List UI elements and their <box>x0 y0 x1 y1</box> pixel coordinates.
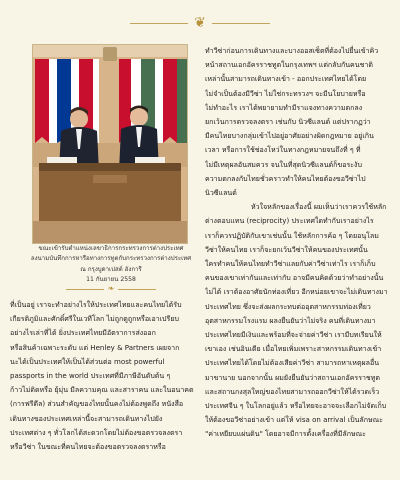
meeting-photo <box>32 44 188 244</box>
caption-ornament <box>56 285 166 293</box>
text-line: เดินทางของประเทศเหล่านี้จะสามารถเดินทางไปยัง <box>10 413 163 423</box>
text-line: ทำวีซ่าก่อนการเดินทางและบางออสเซ็ตที่ต้องไปยื่นเข้าคิว <box>205 46 379 55</box>
ornament-line-left <box>66 289 104 290</box>
text-line: ประเทศจีน ๆ ในโลกอยู่แล้ว หรือไทยจะอาจจะเลือกไม่จัดเก็บ <box>205 401 387 411</box>
left-text-column <box>10 298 198 454</box>
text-line: อย่างไรเล่าที่ได้ ยิ่งประเทศไทยมีอัตราการส่งออก <box>10 328 156 338</box>
text-line: ประเทศไทยได้โดยไม่ต้องเสียค่าวีซ่า สามารถหาเหตุผลอื่น <box>205 358 380 368</box>
text-line: หน้าสถานเอกอัครราชทูตในกรุงเทพฯ แต่กลับกันคนชาติ <box>205 60 373 70</box>
ornament-line-right <box>118 289 156 290</box>
text-line: "ค่าเหยียบแผ่นดิน" โดยอาจมีการตั้งเครื่องที่มีลักษณะ <box>205 429 366 439</box>
text-line: ต่างตอบแทน (reciprocity) ประเทศใดทำกับเราอย่างไร <box>205 216 374 226</box>
text-line: ความตกลงกับไทยชั่วคราวทำให้คนไทยต้องขอวีซ่าไป <box>205 173 366 183</box>
text-line: คนของเขาเท่ากันและเท่ากับ อาจมีคนคิดด้วยว่าทำอย่างนั้น <box>205 273 384 283</box>
text-line: ยกเว้นการตรวจลงตรา เช่นกับ นิวซีแลนด์ แต่ปรากฏว่า <box>205 117 371 127</box>
text-line: ไม่มีเหตุผลอันสมควร จนในที่สุดนิวซีแลนด์ก็ขอระงับ <box>205 159 362 169</box>
caption-line: ขณะเข้ารับตำแหน่งเลขาธิการกระทรวงการต่างประเทศ <box>38 245 184 252</box>
text-line: ที่เป็นอยู่ เราจะทำอย่างไรให้ประเทศไทยและคนไทยได้รับ <box>10 300 182 309</box>
text-line: ไม่ทำอะไร เราได้พยายามทำมีราแจงทางความตกลง <box>205 102 363 112</box>
text-line: เขาเอง เช่นอินเดีย เมื่อไทยเพิ่มเพราะสาหกรรมเดินทางเข้า <box>205 344 382 354</box>
ornament-flourish-icon: ❦ <box>194 15 206 31</box>
text-line: ใครทำคนให้คนไทยทำวีซ่าแลยกับค่าวีซ่าเท่าไร เราก็เก็บ <box>205 259 376 269</box>
ornament-flourish-icon: ❧ <box>107 284 115 293</box>
text-line: ประเทศไทย ซึ่งจะส่งผลกระทบต่ออุตสาหกรรมท่องเที่ยว <box>205 301 371 311</box>
text-line: เหล่านั้นสามารถเดินทางเข้า - ออกประเทศไทยได้โดย <box>205 74 367 84</box>
right-text-column <box>205 44 393 442</box>
caption-line: ณ กรุงบูดาเปสต์ ฮังการี <box>80 265 142 273</box>
text-line: หัวใจหลักของเรื่องนี้ ผมเห็นว่าเราควรใช้หลัก <box>251 202 387 212</box>
top-ornament <box>0 12 400 34</box>
text-line: ไม่จำเป็นต้องมีวีซ่า ไม่ใช่กระทรวงฯ จะมีนโยบายหรือ <box>205 88 366 98</box>
ornament-line-left <box>130 23 188 24</box>
text-line: อุตสาหกรรมโรงแรม ผลงยืนยันว่าไม่จริง คนที่เดินทางมา <box>205 315 376 325</box>
text-line: ประเทศต่าง ๆ ทั่วโลกได้สะดวกโดยไม่ต้องขอตรวจลงตรา <box>10 427 183 437</box>
text-line: ไม่ได้ เราต้องอาศัยนักท่องเที่ยว อีกหน่อยเขาจะไม่เดินทางมา <box>205 287 388 297</box>
text-line: หรือวีซ่า ในขณะที่คนไทยจะต้องขอตรวจลงตราหรือ <box>10 442 166 452</box>
text-line: เวลา หรือการใช้ช่องโหว่ในทางกฎหมายจนถึงที่ ๆ ที่ <box>205 145 361 155</box>
text-line: ประเทศไทยมีเงินและพร้อมที่จะจ่ายค่าวีซ่า เรามีบทเรียนให้ <box>205 330 382 340</box>
text-line: เกียรติภูมิและศักดิ์ศรีในเวทีโลก ไม่ถูกดูถูกหรือเอาเปรียบ <box>10 314 179 324</box>
text-line: มีคนไทยบางกลุ่มเข้าไปอยู่อาศัยอย่างผิดกฎหมาย อยู่เกิน <box>205 131 374 141</box>
meeting-photo-illustration <box>33 45 187 243</box>
photo-caption <box>28 244 194 286</box>
text-line: หรือสินค้าเฉพาะระดับ แต่ Henley & Partners เผยจาก <box>10 342 180 352</box>
text-line: นิวซีแลนด์ <box>205 188 237 198</box>
text-line: วีซ่าให้คนไทย เราก็จะยกเว้นวีซ่าให้คนของประเทศนั้น <box>205 244 368 254</box>
text-line: ให้ต้องขอวีซ่าอย่างเข้า แต่ให้ visa on arrival เป็นลักษณะ <box>205 415 383 425</box>
caption-line: 11 กันยายน 2558 <box>86 276 136 284</box>
text-line: passports in the world ประเทศที่มีภาษีอันดับต้น ๆ <box>10 371 171 381</box>
text-line: เราก็ควรปฏิบัติกับเขาเช่นนั้น ใช้หลักการค้อ ๆ โดยอนุโลม <box>205 230 379 240</box>
ornament-line-right <box>212 23 270 24</box>
text-line: และสถานกงสุลใหญ่ของไทยสามารถออกวีซ่าให้ได้รวดเร็ว <box>205 386 380 396</box>
caption-line: ลงนามบันทึกการหารือทางการทูตกับกระทรวงการต่างประเทศ <box>30 255 192 263</box>
text-line: นะได้เป็นประเทศให้เป็นได้ส่วนต่อ most powerful <box>10 356 165 366</box>
text-line: มาขานาย นอกจากนั้น ผมยังยืนยันว่าสถานเอกอัครราชทูต <box>205 372 380 382</box>
text-line: (การฟรีดีล) ส่วนสำคัญของไทยนั้นคงไม่ต้องพูดถึง หนังสือ <box>10 399 184 409</box>
text-line: ก้าวไม่ติดหรือ ยุ้มุ่น มีลความคุณ และสาราคน และในอนาคต <box>10 385 194 395</box>
